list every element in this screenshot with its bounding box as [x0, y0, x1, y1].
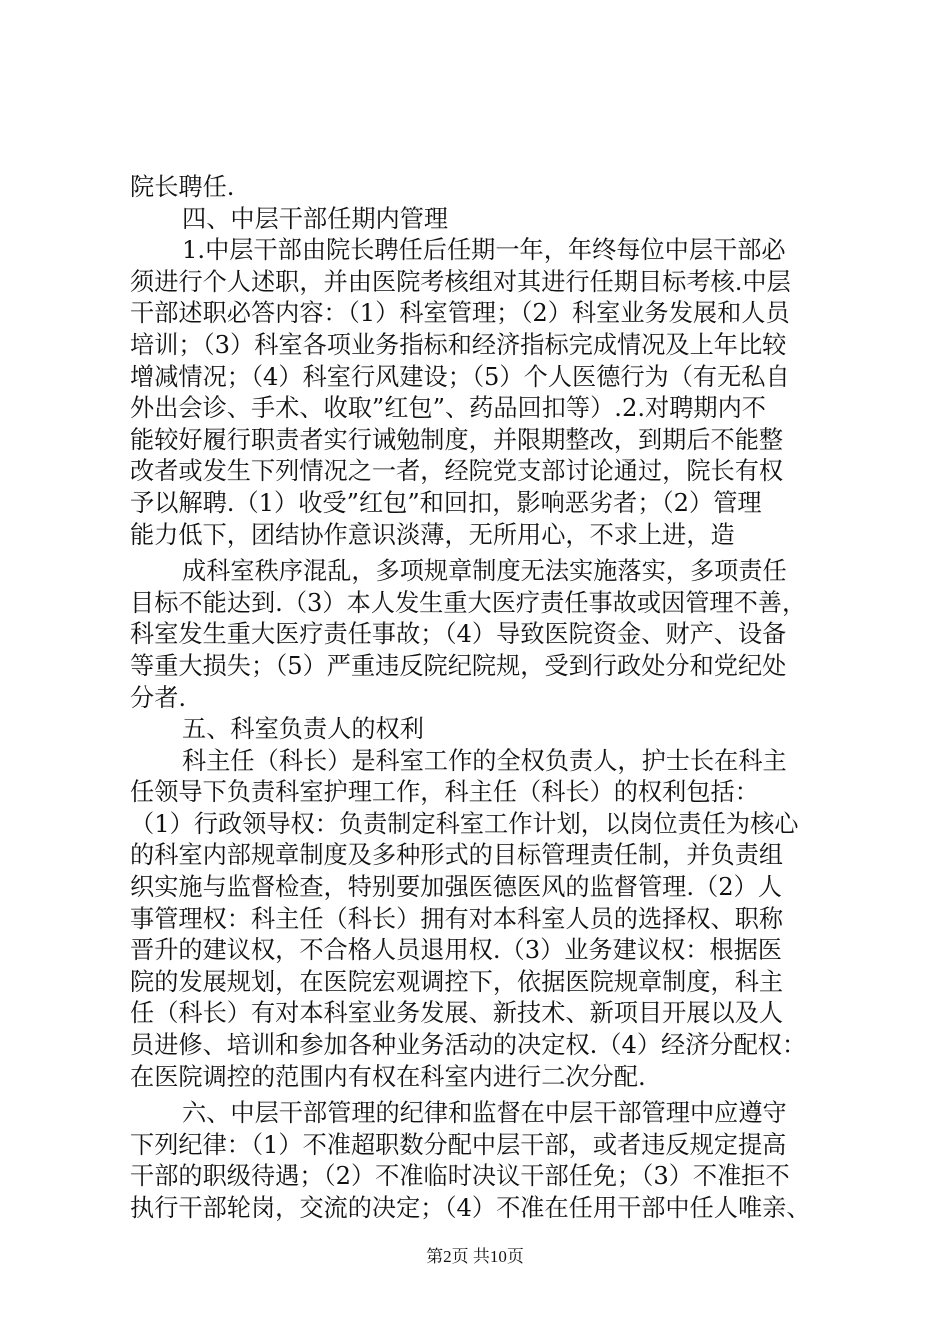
text-line: 成科室秩序混乱，多项规章制度无法实施落实，多项责任 — [182, 557, 787, 586]
text-line: 在医院调控的范围内有权在科室内进行二次分配. — [130, 1062, 646, 1091]
text-line: 晋升的建议权，不合格人员退用权.（3）业务建议权：根据医 — [130, 936, 782, 965]
text-line: 任领导下负责科室护理工作，科主任（科长）的权利包括： — [130, 778, 759, 807]
text-line: 外出会诊、手术、收取”红包”、药品回扣等）.2.对聘期内不 — [130, 394, 766, 423]
text-line: 能较好履行职责者实行诫勉制度，并限期整改，到期后不能整 — [130, 425, 784, 454]
text-line: 科主任（科长）是科室工作的全权负责人，护士长在科主 — [182, 746, 787, 775]
section-heading: 六、中层干部管理的纪律和监督在中层干部管理中应遵守 — [182, 1099, 787, 1128]
text-line: 等重大损失；（5）严重违反院纪院规，受到行政处分和党纪处 — [130, 651, 787, 680]
text-line: 下列纪律：（1）不准超职数分配中层干部，或者违反规定提高 — [130, 1130, 787, 1159]
section-heading: 四、中层干部任期内管理 — [182, 204, 449, 233]
body-text — [130, 172, 855, 1225]
text-line: 1.中层干部由院长聘任后任期一年，年终每位中层干部必 — [182, 236, 786, 265]
text-line: 予以解聘.（1）收受”红包”和回扣，影响恶劣者；（2）管理 — [130, 488, 762, 517]
text-line: 能力低下，团结协作意识淡薄，无所用心，不求上进，造 — [130, 520, 735, 549]
text-line: 院长聘任. — [130, 173, 235, 201]
text-line: 改者或发生下列情况之一者，经院党支部讨论通过，院长有权 — [130, 457, 784, 486]
text-line: 执行干部轮岗，交流的决定；（4）不准在任用干部中任人唯亲、 — [130, 1194, 811, 1222]
text-line: （1）行政领导权：负责制定科室工作计划，以岗位责任为核心 — [130, 809, 799, 838]
text-line: 干部述职必答内容：（1）科室管理；（2）科室业务发展和人员 — [130, 299, 790, 328]
text-line: 院的发展规划，在医院宏观调控下，依据医院规章制度，科主 — [130, 967, 784, 996]
section-heading: 五、科室负责人的权利 — [182, 715, 424, 744]
text-line: 分者. — [130, 683, 187, 712]
text-line: 织实施与监督检查，特别要加强医德医风的监督管理.（2）人 — [130, 873, 782, 902]
text-line: 培训；（3）科室各项业务指标和经济指标完成情况及上年比较 — [130, 330, 787, 359]
page-number-footer: 第2页 共10页 — [426, 1247, 524, 1266]
text-line: 增减情况；（4）科室行风建设；（5）个人医德行为（有无私自 — [130, 362, 790, 391]
text-line: 的科室内部规章制度及多种形式的目标管理责任制，并负责组 — [130, 841, 784, 870]
text-line: 员进修、培训和参加各种业务活动的决定权.（4）经济分配权： — [130, 1031, 807, 1060]
text-line: 任（科长）有对本科室业务发展、新技术、新项目开展以及人 — [130, 999, 784, 1028]
text-line: 须进行个人述职，并由医院考核组对其进行任期目标考核.中层 — [130, 267, 791, 296]
text-line: 目标不能达到.（3）本人发生重大医疗责任事故或因管理不善， — [130, 588, 807, 617]
text-line: 干部的职级待遇；（2）不准临时决议干部任免；（3）不准拒不 — [130, 1162, 790, 1191]
text-line: 科室发生重大医疗责任事故；（4）导致医院资金、财产、设备 — [130, 620, 787, 649]
text-line: 事管理权：科主任（科长）拥有对本科室人员的选择权、职称 — [130, 904, 784, 933]
